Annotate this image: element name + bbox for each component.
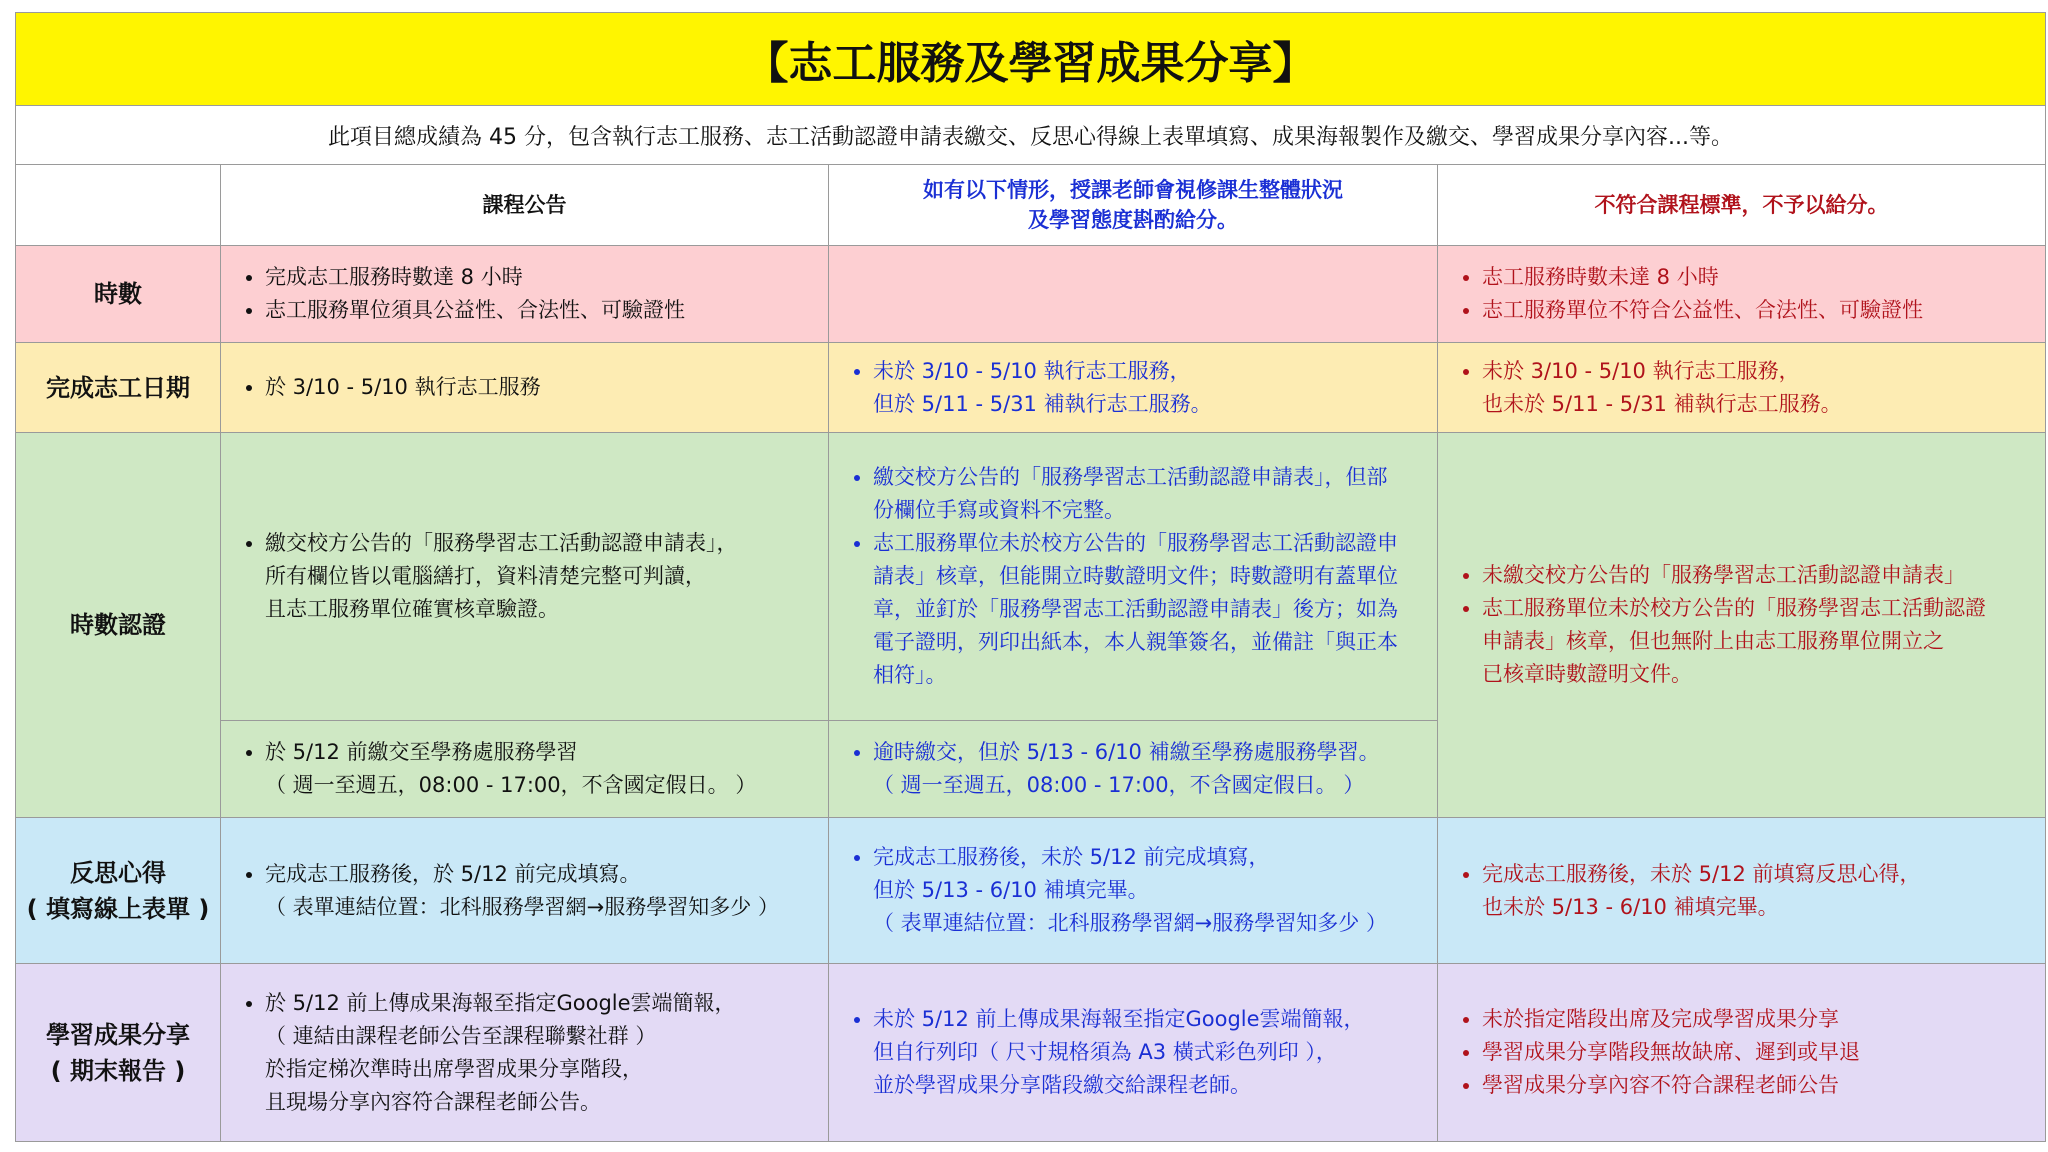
list-item: • 繳交校方公告的「服務學習志工活動認證申請表」， 所有欄位皆以電腦繕打，資料清楚完整可判讀， 且志工服務單位確實核章驗證。 — [265, 527, 814, 626]
date-fail — [1438, 343, 2046, 433]
share-fail — [1438, 964, 2046, 1142]
list-item: • 於 5/12 前上傳成果海報至指定Google雲端簡報， （ 連結由課程老師公告至課程聯繫社群 ） 於指定梯次準時出席學習成果分享階段， 且現場分享內容符合課程老師公告。 — [265, 987, 814, 1119]
rubric-document — [15, 12, 2045, 1142]
list-item: • 未於指定階段出席及完成學習成果分享 — [1482, 1003, 2031, 1036]
list-item: • 完成志工服務時數達 8 小時 — [265, 261, 814, 294]
header-blank — [16, 165, 221, 246]
reflection-partial — [829, 818, 1438, 964]
hours-fail — [1438, 246, 2046, 343]
row-hours — [16, 246, 2046, 343]
list-item: • 未於 3/10 - 5/10 執行志工服務， 也未於 5/11 - 5/31 補執行志工服務。 — [1482, 355, 2031, 421]
certify-announce-b — [221, 721, 829, 818]
page-title: 【志工服務及學習成果分享】 — [16, 13, 2046, 106]
list-item: • 完成志工服務後，未於 5/12 前填寫反思心得， 也未於 5/13 - 6/10 補填完畢。 — [1482, 858, 2031, 924]
rubric-table — [15, 12, 2046, 1142]
certify-partial-b — [829, 721, 1438, 818]
hours-announce — [221, 246, 829, 343]
list-item: • 未於 3/10 - 5/10 執行志工服務， 但於 5/11 - 5/31 補執行志工服務。 — [873, 355, 1423, 421]
list-item: • 未於 5/12 前上傳成果海報至指定Google雲端簡報， 但自行列印（ 尺寸規格須為 A3 橫式彩色列印 ）， 並於學習成果分享階段繳交給課程老師。 — [873, 1003, 1423, 1102]
row-reflection — [16, 818, 2046, 964]
intro-text: 此項目總成績為 45 分，包含執行志工服務、志工活動認證申請表繳交、反思心得線上表單填寫、成果海報製作及繳交、學習成果分享內容...等。 — [16, 106, 2046, 165]
list-item: • 繳交校方公告的「服務學習志工活動認證申請表」，但部 份欄位手寫或資料不完整。 — [873, 461, 1423, 527]
certify-partial-a — [829, 433, 1438, 721]
list-item: • 逾時繳交，但於 5/13 - 6/10 補繳至學務處服務學習。 （ 週一至週五，08:00 - 17:00，不含國定假日。 ） — [873, 736, 1423, 802]
list-item: • 未繳交校方公告的「服務學習志工活動認證申請表」 — [1482, 559, 2031, 592]
list-item: • 完成志工服務後，於 5/12 前完成填寫。 （ 表單連結位置：北科服務學習網→服務學習知多少 ） — [265, 858, 814, 924]
list-item: • 於 3/10 - 5/10 執行志工服務 — [265, 371, 814, 404]
list-item: • 學習成果分享內容不符合課程老師公告 — [1482, 1069, 2031, 1102]
header-announce: 課程公告 — [221, 165, 829, 246]
row-share — [16, 964, 2046, 1142]
share-announce — [221, 964, 829, 1142]
header-fail: 不符合課程標準，不予以給分。 — [1438, 165, 2046, 246]
date-announce — [221, 343, 829, 433]
reflection-fail — [1438, 818, 2046, 964]
row-date — [16, 343, 2046, 433]
reflection-announce — [221, 818, 829, 964]
list-item: • 志工服務單位不符合公益性、合法性、可驗證性 — [1482, 294, 2031, 327]
list-item: • 志工服務單位未於校方公告的「服務學習志工活動認證 申請表」核章，但也無附上由志工服務單位開立之 已核章時數證明文件。 — [1482, 592, 2031, 691]
list-item: • 學習成果分享階段無故缺席、遲到或早退 — [1482, 1036, 2031, 1069]
row-label: 學習成果分享 ( 期末報告 ) — [16, 964, 221, 1142]
row-label: 時數 — [16, 246, 221, 343]
certify-announce-a — [221, 433, 829, 721]
date-partial — [829, 343, 1438, 433]
row-certify — [16, 433, 2046, 721]
row-label: 完成志工日期 — [16, 343, 221, 433]
header-partial: 如有以下情形，授課老師會視修課生整體狀況 及學習態度斟酌給分。 — [829, 165, 1438, 246]
row-label: 時數認證 — [16, 433, 221, 818]
share-partial — [829, 964, 1438, 1142]
list-item: • 於 5/12 前繳交至學務處服務學習 （ 週一至週五，08:00 - 17:00，不含國定假日。 ） — [265, 736, 814, 802]
list-item: • 志工服務單位未於校方公告的「服務學習志工活動認證申 請表」核章，但能開立時數證明文件；時數證明有蓋單位 章，並釘於「服務學習志工活動認證申請表」後方；如為 電子證明，列印出紙本，本人親筆簽名，並備註「與正本 相符」。 — [873, 527, 1423, 692]
certify-fail — [1438, 433, 2046, 818]
row-label: 反思心得 ( 填寫線上表單 ) — [16, 818, 221, 964]
list-item: • 志工服務時數未達 8 小時 — [1482, 261, 2031, 294]
list-item: • 完成志工服務後，未於 5/12 前完成填寫， 但於 5/13 - 6/10 補填完畢。 （ 表單連結位置：北科服務學習網→服務學習知多少 ） — [873, 841, 1423, 940]
list-item: • 志工服務單位須具公益性、合法性、可驗證性 — [265, 294, 814, 327]
hours-partial — [829, 246, 1438, 343]
